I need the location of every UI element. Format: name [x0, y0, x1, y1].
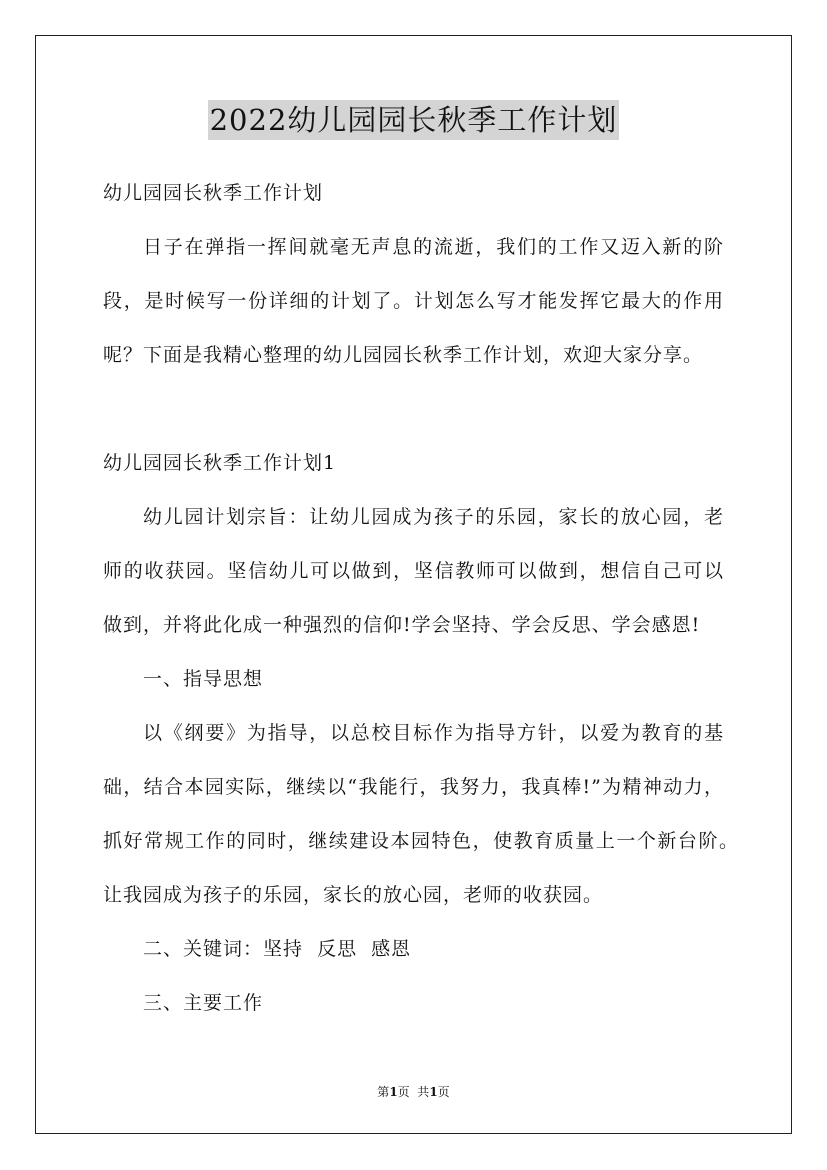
- subheading-main-work: 三、主要工作: [143, 992, 264, 1014]
- subheading-keywords: 二、关键词：坚持 反思 感恩: [143, 938, 412, 960]
- paragraph-line: 础，结合本园实际，继续以“我能行，我努力，我真棒!”为精神动力，: [103, 776, 724, 798]
- section-heading: 幼儿园园长秋季工作计划1: [103, 452, 337, 474]
- paragraph-line: 段，是时候写一份详细的计划了。计划怎么写才能发挥它最大的作用: [103, 290, 724, 312]
- title-container: [0, 100, 827, 140]
- paragraph-line: 日子在弹指一挥间就毫无声息的流逝，我们的工作又迈入新的阶: [143, 236, 724, 258]
- paragraph-line: 让我园成为孩子的乐园，家长的放心园，老师的收获园。: [103, 884, 604, 906]
- footer-mid: 页 共: [397, 1085, 430, 1099]
- footer-total-pages: 1: [429, 1085, 438, 1099]
- paragraph-line: 做到，并将此化成一种强烈的信仰!学会坚持、学会反思、学会感恩!: [103, 614, 701, 636]
- document-title: 2022幼儿园园长秋季工作计划: [208, 100, 620, 140]
- paragraph-line: 抓好常规工作的同时，继续建设本园特色，使教育质量上一个新台阶。: [103, 830, 739, 852]
- footer-suffix: 页: [437, 1085, 450, 1099]
- paragraph-line: 师的收获园。坚信幼儿可以做到，坚信教师可以做到，想信自己可以: [103, 560, 724, 582]
- intro-heading: 幼儿园园长秋季工作计划: [103, 182, 324, 204]
- subheading-guiding-ideology: 一、指导思想: [143, 668, 264, 690]
- page-footer: [0, 1084, 827, 1100]
- paragraph-line: 呢？下面是我精心整理的幼儿园园长秋季工作计划，欢迎大家分享。: [103, 344, 704, 366]
- paragraph-line: 以《纲要》为指导，以总校目标作为指导方针，以爱为教育的基: [143, 722, 724, 744]
- footer-page-number: 1: [389, 1085, 398, 1099]
- paragraph-line: 幼儿园计划宗旨：让幼儿园成为孩子的乐园，家长的放心园，老: [143, 506, 724, 528]
- footer-prefix: 第: [377, 1085, 390, 1099]
